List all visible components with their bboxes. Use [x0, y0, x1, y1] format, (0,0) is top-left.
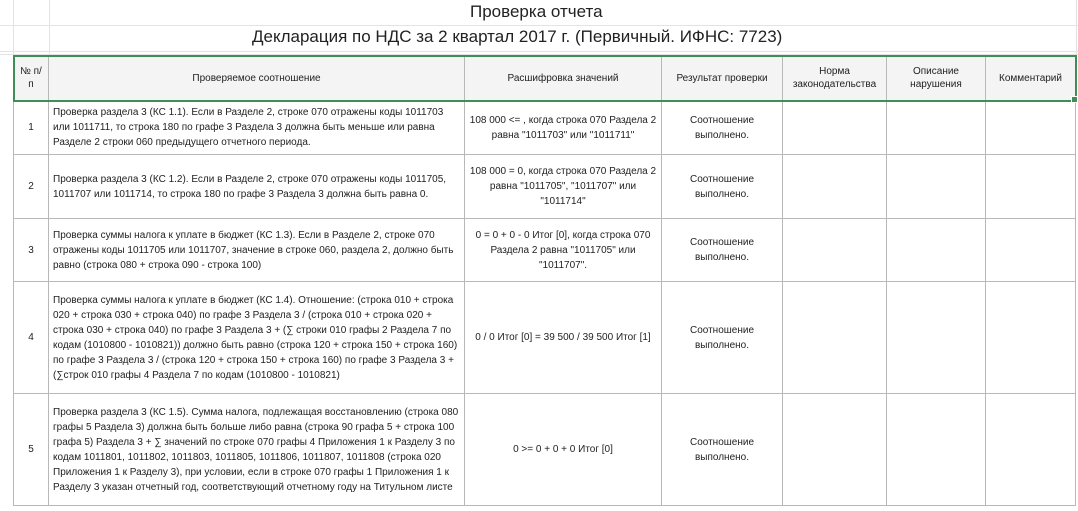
- header-relation[interactable]: Проверяемое соотношение: [49, 56, 465, 101]
- cell-comment[interactable]: [986, 219, 1076, 282]
- table-row: [14, 282, 1076, 394]
- cell-law[interactable]: [783, 155, 887, 219]
- cell-law[interactable]: [783, 219, 887, 282]
- cell-relation[interactable]: Проверка раздела 3 (КС 1.1). Если в Разделе 2, строке 070 отражены коды 1011703 или 1011711, то строка 180 по графе 3 Раздела 3 должна быть меньше или равна Разделе 2 строки 060 предыдущего отчетного периода.: [49, 101, 465, 155]
- grid-line: [13, 0, 14, 54]
- report-subtitle: Декларация по НДС за 2 квартал 2017 г. (Первичный. ИФНС: 7723): [252, 27, 783, 46]
- cell-num[interactable]: 5: [14, 394, 49, 506]
- selection-fill-handle[interactable]: [1071, 96, 1078, 103]
- header-result[interactable]: Результат проверки: [662, 56, 783, 101]
- header-violation[interactable]: Описание нарушения: [887, 56, 986, 101]
- cell-decoding[interactable]: 0 >= 0 + 0 + 0 Итог [0]: [465, 394, 662, 506]
- header-row[interactable]: [14, 56, 1076, 101]
- header-decoding[interactable]: Расшифровка значений: [465, 56, 662, 101]
- cell-decoding[interactable]: 0 = 0 + 0 - 0 Итог [0], когда строка 070 Раздела 2 равна "1011705" или "1011707".: [465, 219, 662, 282]
- cell-violation[interactable]: [887, 394, 986, 506]
- table-row: [14, 101, 1076, 155]
- header-comment[interactable]: Комментарий: [986, 56, 1076, 101]
- cell-law[interactable]: [783, 282, 887, 394]
- cell-comment[interactable]: [986, 101, 1076, 155]
- cell-violation[interactable]: [887, 282, 986, 394]
- cell-relation[interactable]: Проверка раздела 3 (КС 1.2). Если в Разделе 2, строке 070 отражены коды 1011705, 1011707 или 1011714, то строка 180 по графе 3 Раздела 3 должна быть равна 0.: [49, 155, 465, 219]
- report-table: [13, 55, 1076, 506]
- cell-num[interactable]: 4: [14, 282, 49, 394]
- cell-comment[interactable]: [986, 282, 1076, 394]
- cell-result[interactable]: Соотношение выполнено.: [662, 282, 783, 394]
- cell-num[interactable]: 1: [14, 101, 49, 155]
- table-row: [14, 155, 1076, 219]
- cell-decoding[interactable]: 108 000 <= , когда строка 070 Раздела 2 равна "1011703" или "1011711": [465, 101, 662, 155]
- cell-relation[interactable]: Проверка суммы налога к уплате в бюджет (КС 1.4). Отношение: (строка 010 + строка 020 + строка 030 + строка 040) по графе 3 Раздела 3 / (строка 010 + строка 020 + строка 030 + строка 040) по графе 3 Раздела 3 + (∑ строки 010 графы 2 Раздела 7 по кодам (1010800 - 1010821)) должно быть равно (строка 120 + строка 150 + строка 160) по графе 3 Раздела 3 / (строка 120 + строка 150 + строка 160) по графе 3 Раздела 3 + (∑строк 010 графы 4 Раздела 7 по кодам (1010800 - 1010821): [49, 282, 465, 394]
- grid-line: [49, 0, 50, 54]
- grid-line: [1076, 0, 1077, 54]
- cell-relation[interactable]: Проверка раздела 3 (КС 1.5). Сумма налога, подлежащая восстановлению (строка 080 графы 5 Раздела 3) должна быть больше либо равна (строка 90 графа 5 + строка 100 графа 5) Раздела 3 + ∑ значений по строке 070 графы 4 Приложения 1 к Разделу 3 по кодам 1011801, 1011802, 1011803, 1011805, 1011806, 1011807, 1011808 (строка 020 Приложения 1 к Разделу 3), при условии, если в строке 070 графы 1 Приложения 1 к Разделу 3 указан отчетный год, соответствующий отчетному году на Титульном листе: [49, 394, 465, 506]
- cell-comment[interactable]: [986, 394, 1076, 506]
- report-title: Проверка отчета: [470, 2, 603, 21]
- cell-result[interactable]: Соотношение выполнено.: [662, 155, 783, 219]
- cell-decoding[interactable]: 0 / 0 Итог [0] = 39 500 / 39 500 Итог [1]: [465, 282, 662, 394]
- cell-comment[interactable]: [986, 155, 1076, 219]
- cell-num[interactable]: 2: [14, 155, 49, 219]
- cell-result[interactable]: Соотношение выполнено.: [662, 394, 783, 506]
- cell-decoding[interactable]: 108 000 = 0, когда строка 070 Раздела 2 равна "1011705", "1011707" или "1011714": [465, 155, 662, 219]
- cell-result[interactable]: Соотношение выполнено.: [662, 101, 783, 155]
- cell-result[interactable]: Соотношение выполнено.: [662, 219, 783, 282]
- table-row: [14, 394, 1076, 506]
- cell-violation[interactable]: [887, 219, 986, 282]
- cell-relation[interactable]: Проверка суммы налога к уплате в бюджет (КС 1.3). Если в Разделе 2, строке 070 отражены коды 1011705 или 1011707, значение в строке 060, раздела 2, должно быть равно (строка 080 + строка 090 - строка 100): [49, 219, 465, 282]
- cell-violation[interactable]: [887, 101, 986, 155]
- header-law[interactable]: Норма законодательства: [783, 56, 887, 101]
- cell-num[interactable]: 3: [14, 219, 49, 282]
- cell-law[interactable]: [783, 394, 887, 506]
- table-row: [14, 219, 1076, 282]
- header-num[interactable]: № п/п: [14, 56, 49, 101]
- cell-law[interactable]: [783, 101, 887, 155]
- cell-violation[interactable]: [887, 155, 986, 219]
